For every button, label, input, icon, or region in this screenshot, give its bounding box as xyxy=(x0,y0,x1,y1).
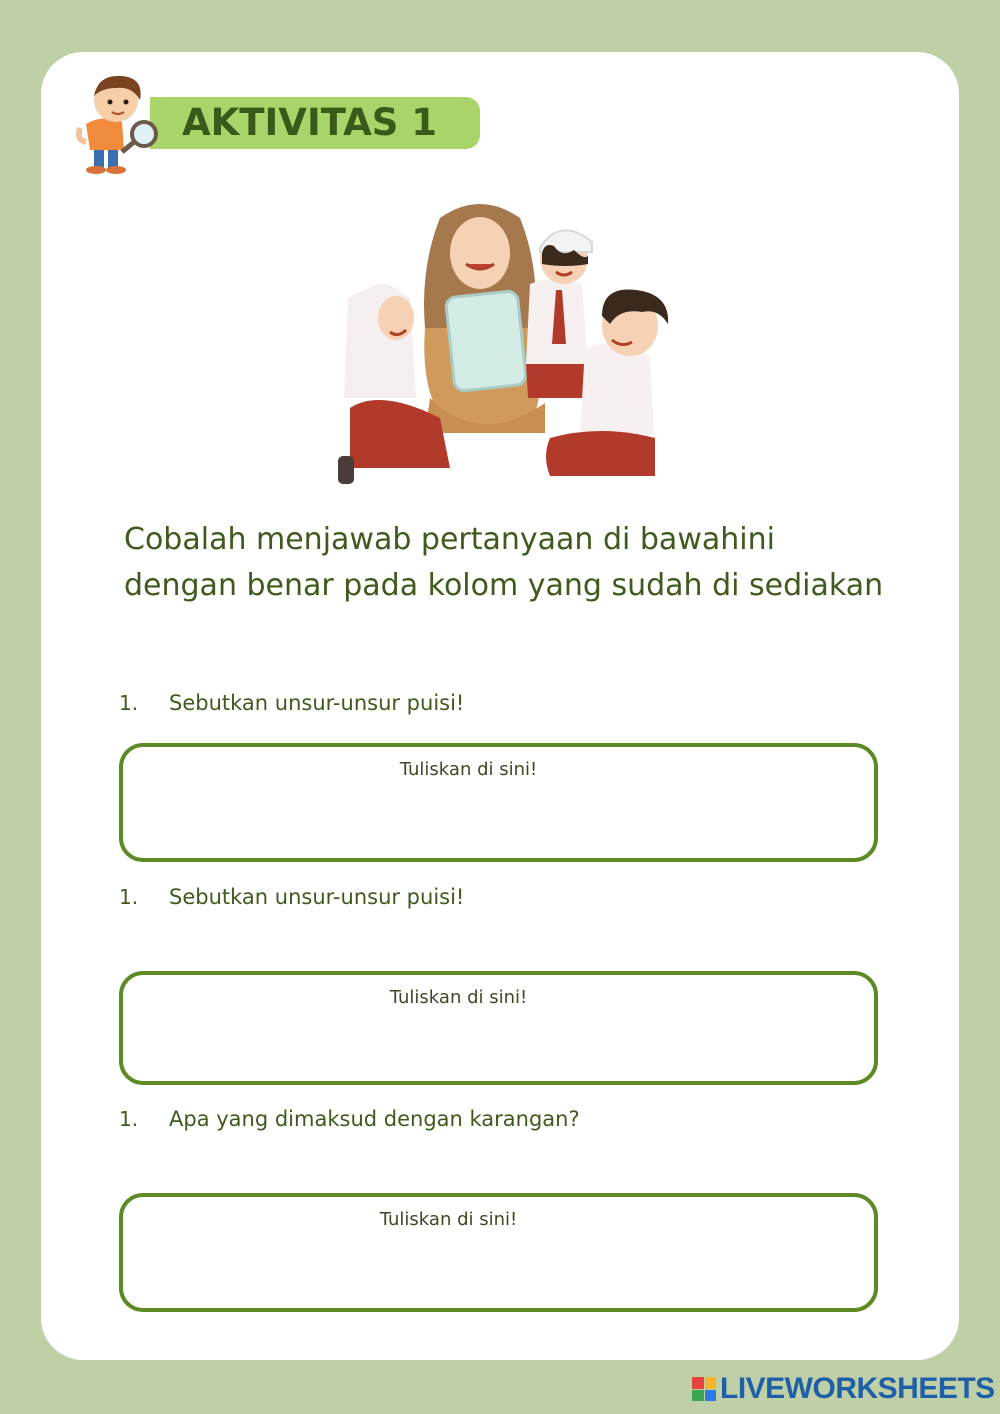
question-number: 1. xyxy=(119,885,139,909)
instruction-text: Cobalah menjawab pertanyaan di bawahini dengan benar pada kolom yang sudah di sediakan xyxy=(124,522,884,603)
question-text: Sebutkan unsur-unsur puisi! xyxy=(169,885,465,909)
answer-box-3[interactable] xyxy=(119,1193,878,1312)
question-number: 1. xyxy=(119,1107,139,1131)
answer-box-1[interactable] xyxy=(119,743,878,862)
liveworksheets-logo-icon xyxy=(692,1377,716,1401)
question-text: Apa yang dimaksud dengan karangan? xyxy=(169,1107,580,1131)
activity-title: AKTIVITAS 1 xyxy=(182,101,437,144)
answer-box-2[interactable] xyxy=(119,971,878,1085)
answer-placeholder: Tuliskan di sini! xyxy=(389,987,528,1008)
answer-placeholder: Tuliskan di sini! xyxy=(399,759,538,780)
logo-text: LIVEWORKSHEETS xyxy=(720,1372,995,1405)
answer-placeholder: Tuliskan di sini! xyxy=(379,1209,518,1230)
liveworksheets-logo xyxy=(692,1372,995,1406)
teacher-students-illustration-icon xyxy=(330,198,680,490)
boy-magnifier-mascot-icon xyxy=(72,68,164,178)
question-number: 1. xyxy=(119,691,139,715)
question-text: Sebutkan unsur-unsur puisi! xyxy=(169,691,465,715)
